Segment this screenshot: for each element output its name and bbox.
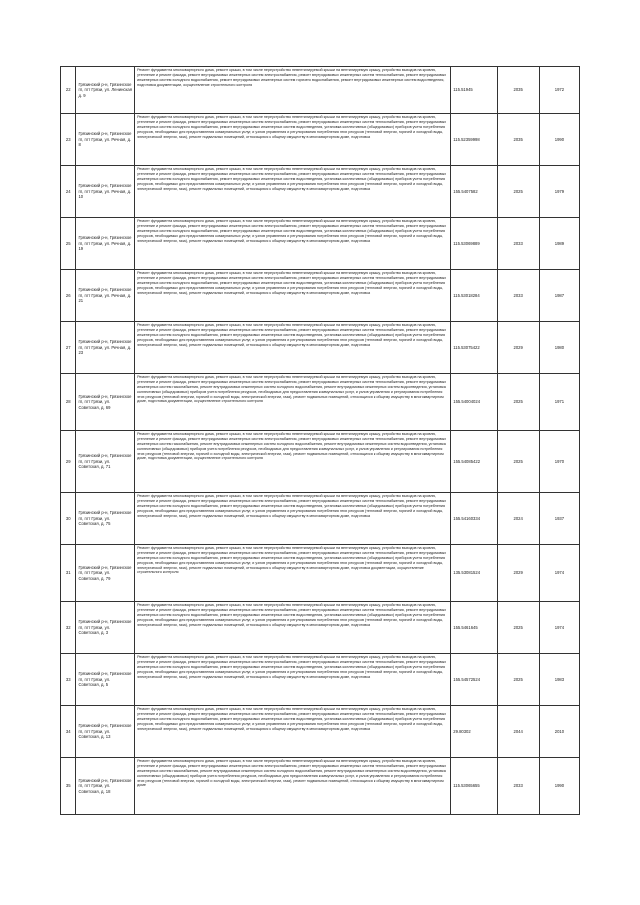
row-number: 32	[61, 602, 76, 654]
area-cell: 135.53081524	[451, 545, 497, 602]
works-cell: Ремонт фундамента многоквартирного дома, ремонт крыши, в том числе переустройство невентилируемой крыши на вентилируемую крышу, устройство выходов на кровлю, утепление и ремонт фасада, ремонт внутридомовых инженерных систем электроснабжения, ремонт внутридомовых инженерных систем теплоснабжения, ремонт внутридомовых инженерных систем холодного водоснабжения, ремонт внутридомовых инженерных систем водоотведения, установка коллективных (общедомовых) приборов учета потребления ресурсов, необходимых для предоставления коммунальных услуг, и узлов управления и регулирования потребления этих ресурсов (тепловой энергии, горячей и холодной воды, электрической энергии, газа), ремонт подвальных помещений, относящихся к общему имуществу в многоквартирном доме, подготовка	[135, 322, 451, 374]
table-row	[61, 431, 580, 493]
build-year-cell: 1987	[539, 270, 579, 322]
row-number: 28	[61, 374, 76, 431]
row-number: 27	[61, 322, 76, 374]
works-cell: Ремонт фундамента многоквартирного дома, ремонт крыши, в том числе переустройство невентилируемой крыши на вентилируемую крышу, устройство выходов на кровлю, утепление и ремонт фасада, ремонт внутридомовых инженерных систем электроснабжения, ремонт внутридомовых инженерных систем теплоснабжения, ремонт внутридомовых инженерных систем холодного водоснабжения, ремонт внутридомовых инженерных систем горячего водоснабжения, ремонт внутридомовых инженерных систем водоотведения, подготовка документации, осуществление строительного контроля	[135, 67, 451, 114]
capital-repair-table	[60, 66, 580, 815]
works-cell: Ремонт фундамента многоквартирного дома, ремонт крыши, в том числе переустройство невентилируемой крыши на вентилируемую крышу, устройство выходов на кровлю, утепление и ремонт фасада, ремонт внутридомовых инженерных систем электроснабжения, ремонт внутридомовых инженерных систем теплоснабжения, ремонт внутридомовых инженерных систем холодного водоснабжения, ремонт внутридомовых инженерных систем водоотведения, установка коллективных (общедомовых) приборов учета потребления ресурсов, необходимых для предоставления коммунальных услуг, и узлов управления и регулирования потребления этих ресурсов (тепловой энергии, горячей и холодной воды, электрической энергии, газа), ремонт подвальных помещений, относящихся к общему имуществу в многоквартирном доме, подготовка	[135, 166, 451, 218]
repair-year-cell: 2025	[497, 654, 539, 706]
address-cell: Грязинский р-н, Грязинское гп, пгт Грязи, ул. Речная, д. 10	[76, 166, 135, 218]
table-row	[61, 218, 580, 270]
build-year-cell: 1979	[539, 166, 579, 218]
area-cell: 155.5407582	[451, 166, 497, 218]
repair-year-cell: 2033	[497, 218, 539, 270]
build-year-cell: 1983	[539, 654, 579, 706]
build-year-cell: 1937	[539, 493, 579, 545]
area-cell: 155.54004024	[451, 374, 497, 431]
repair-year-cell: 2033	[497, 758, 539, 815]
table-row	[61, 602, 580, 654]
build-year-cell: 1990	[539, 758, 579, 815]
row-number: 23	[61, 114, 76, 166]
address-cell: Грязинский р-н, Грязинское гп, пгт Грязи, ул. Советская, д. 13	[76, 706, 135, 758]
row-number: 22	[61, 67, 76, 114]
works-cell: Ремонт фундамента многоквартирного дома, ремонт крыши, в том числе переустройство невентилируемой крыши на вентилируемую крышу, устройство выходов на кровлю, утепление и ремонт фасада, ремонт внутридомовых инженерных систем электроснабжения, ремонт внутридомовых инженерных систем теплоснабжения, ремонт внутридомовых инженерных систем холодного водоснабжения, ремонт внутридомовых инженерных систем водоотведения, установка коллективных (общедомовых) приборов учета потребления ресурсов, необходимых для предоставления коммунальных услуг, и узлов управления и регулирования потребления этих ресурсов (тепловой энергии, горячей и холодной воды, электрической энергии, газа), ремонт подвальных помещений, относящихся к общему имуществу в многоквартирном доме, подготовка	[135, 654, 451, 706]
repair-year-cell: 2025	[497, 374, 539, 431]
area-cell: 155.5461645	[451, 602, 497, 654]
area-cell: 115.53075422	[451, 322, 497, 374]
row-number: 24	[61, 166, 76, 218]
build-year-cell: 2010	[539, 706, 579, 758]
address-cell: Грязинский р-н, Грязинское гп, пгт Грязи, ул. Ленинская д. 9	[76, 67, 135, 114]
table-row	[61, 493, 580, 545]
repair-year-cell: 2044	[497, 706, 539, 758]
area-cell: 29.80302	[451, 706, 497, 758]
table-row	[61, 374, 580, 431]
works-cell: Ремонт фундамента многоквартирного дома, ремонт крыши, в том числе переустройство невентилируемой крыши на вентилируемую крышу, устройство выходов на кровлю, утепление и ремонт фасада, ремонт внутридомовых инженерных систем электроснабжения, ремонт внутридомовых инженерных систем теплоснабжения, ремонт внутридомовых инженерных систем холодного водоснабжения, ремонт внутридомовых инженерных систем водоотведения, установка коллективных (общедомовых) приборов учета потребления ресурсов, необходимых для предоставления коммунальных услуг, и узлов управления и регулирования потребления этих ресурсов (тепловой энергии, горячей и холодной воды, электрической энергии, газа), ремонт подвальных помещений, относящихся к общему имуществу в многоквартирном доме, подготовка	[135, 218, 451, 270]
row-number: 35	[61, 758, 76, 815]
repair-year-cell: 2025	[497, 431, 539, 493]
table-row	[61, 114, 580, 166]
area-cell: 115.53065655	[451, 758, 497, 815]
area-cell: 115.53069889	[451, 218, 497, 270]
works-cell: Ремонт фундамента многоквартирного дома, ремонт крыши, в том числе переустройство невентилируемой крыши на вентилируемую крышу, устройство выходов на кровлю, утепление и ремонт фасада, ремонт внутридомовых инженерных систем электроснабжения, ремонт внутридомовых инженерных систем теплоснабжения, ремонт внутридомовых инженерных систем холодного водоснабжения, ремонт внутридомовых инженерных систем водоотведения, установка коллективных (общедомовых) приборов учета потребления ресурсов, необходимых для предоставления коммунальных услуг, и узлов управления и регулирования потребления этих ресурсов (тепловой энергии, горячей и холодной воды, электрической энергии, газа), ремонт подвальных помещений, относящихся к общему имуществу в многоквартирном доме, подготовка	[135, 602, 451, 654]
row-number: 30	[61, 493, 76, 545]
repair-year-cell: 2024	[497, 493, 539, 545]
build-year-cell: 1974	[539, 602, 579, 654]
build-year-cell: 1980	[539, 322, 579, 374]
area-cell: 155.54572524	[451, 654, 497, 706]
address-cell: Грязинский р-н, Грязинское гп, пгт Грязи, ул. Советская, д. 79	[76, 545, 135, 602]
row-number: 26	[61, 270, 76, 322]
address-cell: Грязинский р-н, Грязинское гп, пгт Грязи, ул. Советская, д. 69	[76, 374, 135, 431]
works-cell: Ремонт фундамента многоквартирного дома, ремонт крыши, в том числе переустройство невентилируемой крыши на вентилируемую крышу, устройство выходов на кровлю, утепление и ремонт фасада, ремонт внутридомовых инженерных систем электроснабжения, ремонт внутридомовых инженерных систем теплоснабжения, ремонт внутридомовых инженерных систем газоснабжения, ремонт внутридомовых инженерных систем холодного водоснабжения, ремонт внутридомовых инженерных систем водоотведения, установка коллективных (общедомовых) приборов учета потребления ресурсов, необходимых для предоставления коммунальных услуг, и узлов управления и регулирования потребления этих ресурсов (тепловой энергии, горячей и холодной воды, электрической энергии, газа), ремонт подвальных помещений, относящихся к общему имуществу в многоквартирном доме, подготовка документации, осуществление строительного контроля	[135, 431, 451, 493]
repair-year-cell: 2029	[497, 322, 539, 374]
works-cell: Ремонт фундамента многоквартирного дома, ремонт крыши, в том числе переустройство невентилируемой крыши на вентилируемую крышу, устройство выходов на кровлю, утепление и ремонт фасада, ремонт внутридомовых инженерных систем электроснабжения, ремонт внутридомовых инженерных систем теплоснабжения, ремонт внутридомовых инженерных систем холодного водоснабжения, ремонт внутридомовых инженерных систем водоотведения, установка коллективных (общедомовых) приборов учета потребления ресурсов, необходимых для предоставления коммунальных услуг, и узлов управления и регулирования потребления этих ресурсов (тепловой энергии, горячей и холодной воды, электрической энергии, газа), ремонт подвальных помещений, относящихся к общему имуществу в многоквартирном доме, подготовка	[135, 114, 451, 166]
works-cell: Ремонт фундамента многоквартирного дома, ремонт крыши, в том числе переустройство невентилируемой крыши на вентилируемую крышу, устройство выходов на кровлю, утепление и ремонт фасада, ремонт внутридомовых инженерных систем электроснабжения, ремонт внутридомовых инженерных систем теплоснабжения, ремонт внутридомовых инженерных систем холодного водоснабжения, ремонт внутридомовых инженерных систем водоотведения, установка коллективных (общедомовых) приборов учета потребления ресурсов, необходимых для предоставления коммунальных услуг, и узлов управления и регулирования потребления этих ресурсов (тепловой энергии, горячей и холодной воды, электрической энергии, газа), ремонт подвальных помещений, относящихся к общему имуществу в многоквартирном доме, подготовка	[135, 493, 451, 545]
repair-year-cell: 2025	[497, 602, 539, 654]
row-number: 33	[61, 654, 76, 706]
table-row	[61, 654, 580, 706]
repair-year-cell: 2033	[497, 270, 539, 322]
row-number: 29	[61, 431, 76, 493]
repair-year-cell: 2025	[497, 166, 539, 218]
area-cell: 115.53018284	[451, 270, 497, 322]
repair-year-cell: 2035	[497, 114, 539, 166]
table-row	[61, 706, 580, 758]
area-cell: 155.54085422	[451, 431, 497, 493]
build-year-cell: 1989	[539, 218, 579, 270]
document-page	[60, 66, 580, 815]
works-cell: Ремонт фундамента многоквартирного дома, ремонт крыши, в том числе переустройство невентилируемой крыши на вентилируемую крышу, устройство выходов на кровлю, утепление и ремонт фасада, ремонт внутридомовых инженерных систем электроснабжения, ремонт внутридомовых инженерных систем теплоснабжения, ремонт внутридомовых инженерных систем холодного водоснабжения, ремонт внутридомовых инженерных систем водоотведения, установка коллективных (общедомовых) приборов учета потребления ресурсов, необходимых для предоставления коммунальных услуг, и узлов управления и регулирования потребления этих ресурсов (тепловой энергии, горячей и холодной воды, электрической энергии, газа), ремонт подвальных помещений, относящихся к общему имуществу в многоквартирном доме, подготовка	[135, 706, 451, 758]
address-cell: Грязинский р-н, Грязинское гп, пгт Грязи, ул. Речная, д. 23	[76, 322, 135, 374]
address-cell: Грязинский р-н, Грязинское гп, пгт Грязи, ул. Советская, д. 71	[76, 431, 135, 493]
address-cell: Грязинский р-н, Грязинское гп, пгт Грязи, ул. Речная, д. 19	[76, 218, 135, 270]
repair-year-cell: 2035	[497, 67, 539, 114]
build-year-cell: 1971	[539, 374, 579, 431]
works-cell: Ремонт фундамента многоквартирного дома, ремонт крыши, в том числе переустройство невентилируемой крыши на вентилируемую крышу, устройство выходов на кровлю, утепление и ремонт фасада, ремонт внутридомовых инженерных систем электроснабжения, ремонт внутридомовых инженерных систем теплоснабжения, ремонт внутридомовых инженерных систем холодного водоснабжения, ремонт внутридомовых инженерных систем водоотведения, установка коллективных (общедомовых) приборов учета потребления ресурсов, необходимых для предоставления коммунальных услуг, и узлов управления и регулирования потребления этих ресурсов (тепловой энергии, горячей и холодной воды, электрической энергии, газа), ремонт подвальных помещений, относящихся к общему имуществу в многоквартирном доме, подготовка	[135, 270, 451, 322]
build-year-cell: 1990	[539, 114, 579, 166]
table-row	[61, 166, 580, 218]
address-cell: Грязинский р-н, Грязинское гп, пгт Грязи, ул. Советская, д. 5	[76, 654, 135, 706]
area-cell: 115.51945	[451, 67, 497, 114]
works-cell: Ремонт фундамента многоквартирного дома, ремонт крыши, в том числе переустройство невентилируемой крыши на вентилируемую крышу, устройство выходов на кровлю, утепление и ремонт фасада, ремонт внутридомовых инженерных систем электроснабжения, ремонт внутридомовых инженерных систем теплоснабжения, ремонт внутридомовых инженерных систем холодного водоснабжения, ремонт внутридомовых инженерных систем водоотведения, установка коллективных (общедомовых) приборов учета потребления ресурсов, необходимых для предоставления коммунальных услуг, и узлов управления и регулирования потребления этих ресурсов (тепловой энергии, горячей и холодной воды, электрической энергии, газа), ремонт подвальных помещений, относящихся к общему имуществу в многоквартирном доме, подготовка документации, осуществление строительного контроля	[135, 545, 451, 602]
row-number: 34	[61, 706, 76, 758]
build-year-cell: 1972	[539, 67, 579, 114]
table-row	[61, 758, 580, 815]
row-number: 31	[61, 545, 76, 602]
build-year-cell: 1974	[539, 545, 579, 602]
works-cell: Ремонт фундамента многоквартирного дома, ремонт крыши, в том числе переустройство невентилируемой крыши на вентилируемую крышу, устройство выходов на кровлю, утепление и ремонт фасада, ремонт внутридомовых инженерных систем электроснабжения, ремонт внутридомовых инженерных систем теплоснабжения, ремонт внутридомовых инженерных систем газоснабжения, ремонт внутридомовых инженерных систем холодного водоснабжения, ремонт внутридомовых инженерных систем водоотведения, установка коллективных (общедомовых) приборов учета потребления ресурсов, необходимых для предоставления коммунальных услуг, и узлов управления и регулирования потребления этих ресурсов (тепловой энергии, горячей и холодной воды, электрической энергии, газа), ремонт подвальных помещений, относящихся к общему имуществу в многоквартирном доме, подготовка документации, осуществление строительного контроля	[135, 374, 451, 431]
row-number: 25	[61, 218, 76, 270]
table-row	[61, 545, 580, 602]
address-cell: Грязинский р-н, Грязинское гп, пгт Грязи, ул. Речная, д. 8	[76, 114, 135, 166]
address-cell: Грязинский р-н, Грязинское гп, пгт Грязи, ул. Советская, д. 3	[76, 602, 135, 654]
works-cell: Ремонт фундамента многоквартирного дома, ремонт крыши, в том числе переустройство невентилируемой крыши на вентилируемую крышу, устройство выходов на кровлю, утепление и ремонт фасада, ремонт внутридомовых инженерных систем электроснабжения, ремонт внутридомовых инженерных систем теплоснабжения, ремонт внутридомовых инженерных систем газоснабжения, ремонт внутридомовых инженерных систем холодного водоснабжения, ремонт внутридомовых инженерных систем водоотведения, установка коллективных (общедомовых) приборов учета потребления ресурсов, необходимых для предоставления коммунальных услуг, и узлов управления и регулирования потребления этих ресурсов (тепловой энергии, горячей и холодной воды, электрической энергии, газа), ремонт подвальных помещений, относящихся к общему имуществу в многоквартирном доме	[135, 758, 451, 815]
address-cell: Грязинский р-н, Грязинское гп, пгт Грязи, ул. Советская, д. 75	[76, 493, 135, 545]
address-cell: Грязинский р-н, Грязинское гп, пгт Грязи, ул. Советская, д. 18	[76, 758, 135, 815]
table-row	[61, 322, 580, 374]
area-cell: 115.52359998	[451, 114, 497, 166]
repair-year-cell: 2029	[497, 545, 539, 602]
build-year-cell: 1970	[539, 431, 579, 493]
address-cell: Грязинский р-н, Грязинское гп, пгт Грязи, ул. Речная, д. 21	[76, 270, 135, 322]
table-row	[61, 270, 580, 322]
area-cell: 155.54160334	[451, 493, 497, 545]
table-row	[61, 67, 580, 114]
